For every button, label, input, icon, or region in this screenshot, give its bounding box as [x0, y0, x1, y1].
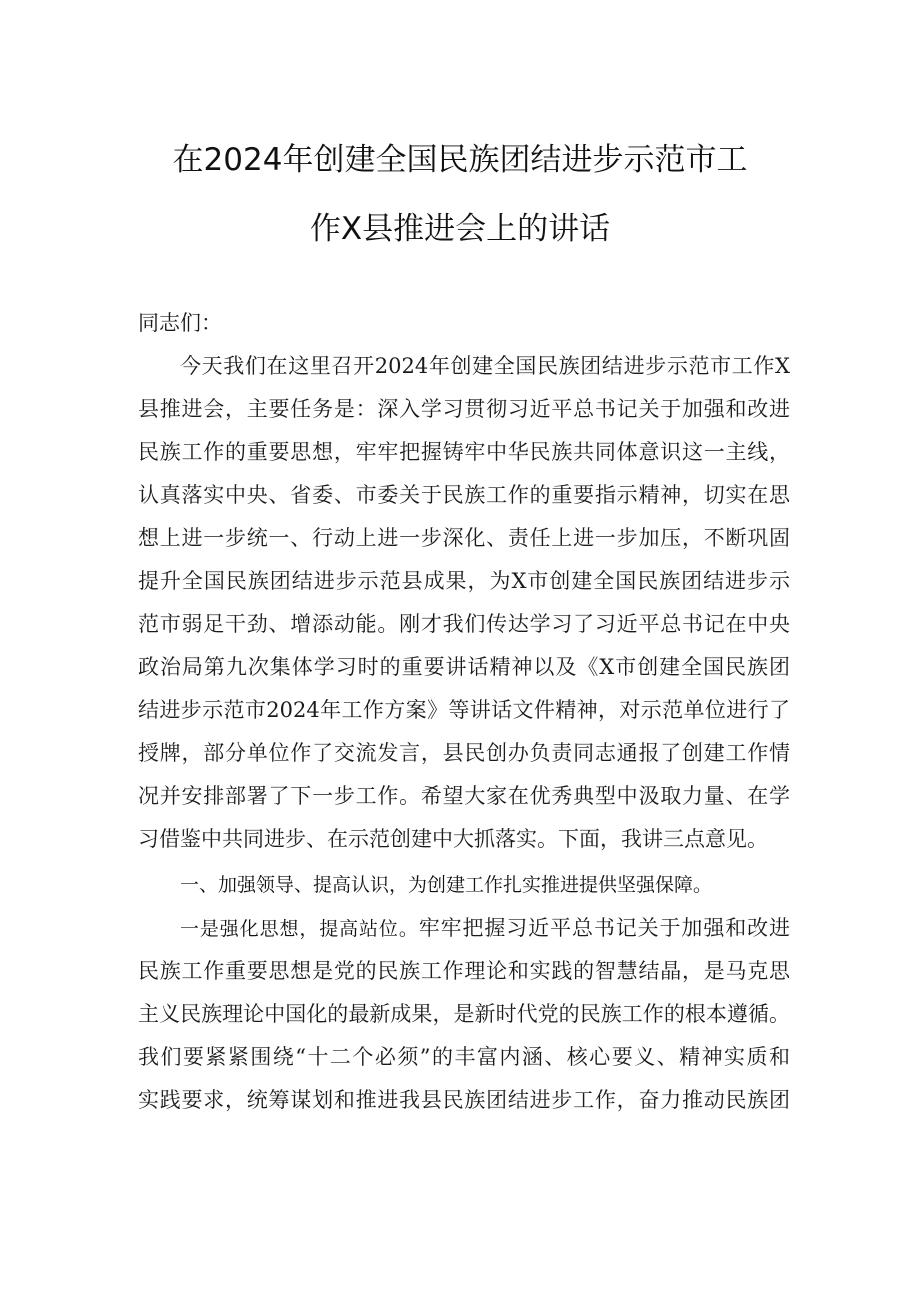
- paragraph-line: 今天我们在这里召开2024年创建全国民族团结进步示范市工作X: [180, 354, 790, 378]
- paragraph-line: 民族工作重要思想是党的民族工作理论和实践的智慧结晶，是马克思: [138, 959, 790, 983]
- document-title-line-2: 作X县推进会上的讲话: [309, 211, 611, 247]
- paragraph-line: 习借鉴中共同进步、在示范创建中大抓落实。下面，我讲三点意见。: [138, 827, 768, 851]
- paragraph-line: 政治局第九次集体学习时的重要讲话精神以及《X市创建全国民族团: [138, 655, 790, 679]
- salutation: 同志们：: [138, 311, 222, 335]
- paragraph-line: 授牌，部分单位作了交流发言，县民创办负责同志通报了创建工作情: [138, 741, 790, 765]
- paragraph-line: 提升全国民族团结进步示范县成果，为X市创建全国民族团结进步示: [138, 569, 790, 593]
- paragraph-line: 民族工作的重要思想，牢牢把握铸牢中华民族共同体意识这一主线，: [138, 440, 790, 464]
- paragraph-line: 想上进一步统一、行动上进一步深化、责任上进一步加压，不断巩固: [138, 526, 790, 550]
- paragraph-line-with-lead: [180, 911, 790, 945]
- paragraph-line: 实践要求，统筹谋划和推进我县民族团结进步工作，奋力推动民族团: [138, 1088, 790, 1112]
- paragraph-line: 主义民族理论中国化的最新成果，是新时代党的民族工作的根本遵循。: [138, 1002, 790, 1026]
- paragraph-line: 我们要紧紧围绕“十二个必须”的丰富内涵、核心要义、精神实质和: [138, 1045, 790, 1069]
- paragraph-line: 况并安排部署了下一步工作。希望大家在优秀典型中汲取力量、在学: [138, 784, 790, 808]
- paragraph-line: 范市弱足干劲、增添动能。刚才我们传达学习了习近平总书记在中央: [138, 612, 790, 636]
- paragraph-line: 结进步示范市2024年工作方案》等讲话文件精神，对示范单位进行了: [138, 698, 790, 722]
- paragraph-line: 县推进会，主要任务是：深入学习贯彻习近平总书记关于加强和改进: [138, 397, 790, 421]
- document-title-line-1: 在2024年创建全国民族团结进步示范市工: [172, 142, 748, 178]
- point-text: 牢牢把握习近平总书记关于加强和改进: [418, 916, 790, 940]
- section-heading: 一、加强领导、提高认识，为创建工作扎实推进提供坚强保障。: [180, 874, 713, 896]
- point-lead: 一是强化思想，提高站位。: [180, 918, 419, 940]
- paragraph-line: 认真落实中央、省委、市委关于民族工作的重要指示精神，切实在思: [138, 483, 790, 507]
